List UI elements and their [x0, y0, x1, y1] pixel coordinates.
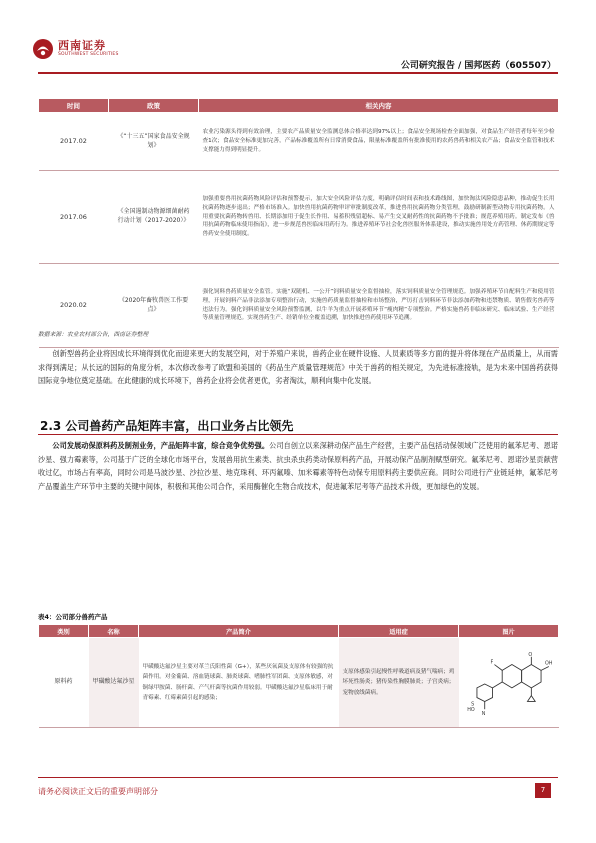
cell-content: 强化饲料兽药质量安全监管。实施“双随机、一公开”饲料质量安全监督抽检，落实饲料质量安全管理规范。加强养殖环节自配料生产和使用管理，开展饲料产品非法添加专项整治行动，实施兽药质量监督抽检和市场整治，严厉打击饲料环节非法添加药物和违禁物质、销售假劣兽药等违法行为。强化饲料质量安全风险预警监测，以牛羊为重点开展养殖环节“瘦肉精”专项整治。严格实施兽药非临床研究、临床试验、生产经营等质量管理规范。实现兽药生产、经销单位全覆盖追溯，加快推进兽药使用环节追溯。	[199, 264, 559, 348]
chemical-structure-icon	[465, 649, 553, 717]
table-source-note: 数据来源：农业农村部公告，西南证券整理	[38, 332, 149, 338]
cell-content: 农业污染源头得到有效治理，主要农产品质量安全监测总体合格率达到97%以上；食品安全现场检查全面加强，对食品生产经营者每年至少检查1次；食品安全标准更加完善，产品标准覆盖所有日常消费食品，限量标准覆盖所有批准使用的农药兽药和相关农产品；食品安全监管和技术支撑能力得到明显提升。	[199, 113, 559, 171]
table-row	[39, 113, 559, 171]
col-header-indication: 适用症	[339, 625, 459, 638]
col-header-intro: 产品简介	[139, 625, 339, 638]
logo-text-cn: 西南证券	[58, 39, 106, 52]
svg-text:S: S	[470, 700, 474, 707]
col-header-time: 时间	[39, 99, 109, 113]
logo-mark-icon	[32, 38, 54, 60]
cell-intro: 甲磺酸达氟沙星主要对革兰氏阳性菌（G+），某些厌氧菌及支原体有较强的抗菌作用。对金葡菌、溶血链球菌、肺炎球菌、嗜肺性军团菌、支原体敏感，对铜绿甲胺菌、肠杆菌、产气杆菌等抗菌作用较弱。甲磺酸达氟沙星临床用于耐青霉素、红霉素菌引起的感染；	[139, 638, 339, 728]
col-header-image: 图片	[459, 625, 559, 638]
policy-table-header-row	[39, 99, 559, 113]
svg-text:O: O	[527, 651, 532, 658]
footer-disclaimer: 请务必阅读正文后的重要声明部分	[38, 787, 158, 796]
table-row	[39, 638, 559, 728]
cell-content: 加强重要兽用抗菌药物风险评估和预警提示，加大安全风险评估力度，明确评估时间表和技术路线图，加快淘汰风险隐患品种，推动促生长用抗菌药物逐步退出；严格市场准入。加快兽用抗菌药物审评审批制度改革，推进兽用抗菌药物分类管理，鼓励研制新型动物专用抗菌药物。人用重要抗菌药物转兽用、长期添加用于促生长作用、易蓄积残留超标、易产生交叉耐药性的抗菌药物不予批准；规范养殖用药。制定发布《兽用抗菌药物临床使用指南》，进一步规范兽医临床用药行为。推进养殖环节社会化兽医服务体系建设，推动实施兽用处方药管理、休药期规定等兽药安全使用制度。	[199, 171, 559, 264]
col-header-category: 类别	[39, 625, 89, 638]
cell-time: 2017.02	[39, 113, 109, 171]
paragraph-body: 公司自创立以来深耕动保产品生产经营，主要产品包括动保领域广泛使用的氟苯尼考、恩诺沙星、强力霉素等，公司基于广泛的全球化市场平台，发展兽用抗生素类、抗虫杀虫药类动保原料药产品，开展动保产品制剂赋型研究。氟苯尼考、恩诺沙星贡献营收过亿，市场占有率高，同时公司是马波沙星、沙拉沙星、地克珠利、环丙氟嗪、加米霉素等特色动保专用原料药主要供应商。同时公司进行产业链延伸，氟苯尼考产品覆盖生产环节中主要的关键中间体，积极和其他公司合作，采用酶催化生物合成技术，促进氟苯尼考等产品技术升级，更加绿色的发展。	[38, 441, 558, 491]
cell-policy: 《2020年畜牧兽医工作要点》	[109, 264, 199, 348]
cell-time: 2020.02	[39, 264, 109, 348]
col-header-policy: 政策	[109, 99, 199, 113]
footer-divider	[38, 777, 558, 778]
svg-text:F: F	[490, 659, 493, 666]
cell-indication: 支原体感染引起慢性呼吸道病及猪气喘病；鸡坏死性肠炎；猪传染性胸膜肺炎；子宫炎病；宠物放线菌病。	[339, 638, 459, 728]
body-paragraph-products	[38, 439, 558, 493]
paragraph-lead: 公司发展动保原料药及制剂业务，产品矩阵丰富，综合竞争优势强。	[52, 441, 270, 450]
section-heading: 2.3 公司兽药产品矩阵丰富，出口业务占比领先	[40, 419, 294, 433]
page-header	[0, 0, 596, 70]
report-title: 公司研究报告 / 国邦医药（605507）	[400, 61, 556, 71]
table-caption: 表4：公司部分兽药产品	[38, 613, 108, 621]
section-divider	[38, 434, 558, 435]
policy-table	[38, 98, 559, 348]
products-table-header-row	[39, 625, 559, 638]
body-paragraph: 创新型兽药企业将因成长环境得到优化而迎来更大的发展空间，对于养殖户来说，兽药企业在硬件设施、人员素质等多方面的提升将体现在产品质量上，从而需求得到满足；从长远的国际的角度分析，本次修改参考了欧盟和美国的《药品生产质量管理规范》中关于兽药的相关规定，为先进标准接轨，是为未来中国兽药获得国际竞争地位奠定基础。在此健康的成长环境下，兽药企业将会优者更优，劣者淘汰，顺利向集中化发展。	[38, 349, 558, 386]
company-logo	[32, 36, 132, 62]
cell-time: 2017.06	[39, 171, 109, 264]
cell-policy: 《全国遏制动物源细菌耐药行动计划（2017-2020）》	[109, 171, 199, 264]
products-table	[38, 624, 559, 728]
cell-name: 甲磺酸达氟沙星	[89, 638, 139, 728]
col-header-name: 名称	[89, 625, 139, 638]
cell-policy: 《“十三五”国家食品安全规划》	[109, 113, 199, 171]
cell-category: 原料药	[39, 638, 89, 728]
table-row	[39, 171, 559, 264]
svg-text:OH: OH	[544, 660, 552, 667]
col-header-content: 相关内容	[199, 99, 559, 113]
cell-image	[459, 638, 559, 728]
page-number: 7	[535, 783, 551, 798]
header-divider	[38, 72, 558, 74]
svg-text:N: N	[481, 710, 485, 717]
logo-text-en: SOUTHWEST SECURITIES	[58, 52, 119, 57]
svg-text:HO: HO	[466, 706, 475, 713]
